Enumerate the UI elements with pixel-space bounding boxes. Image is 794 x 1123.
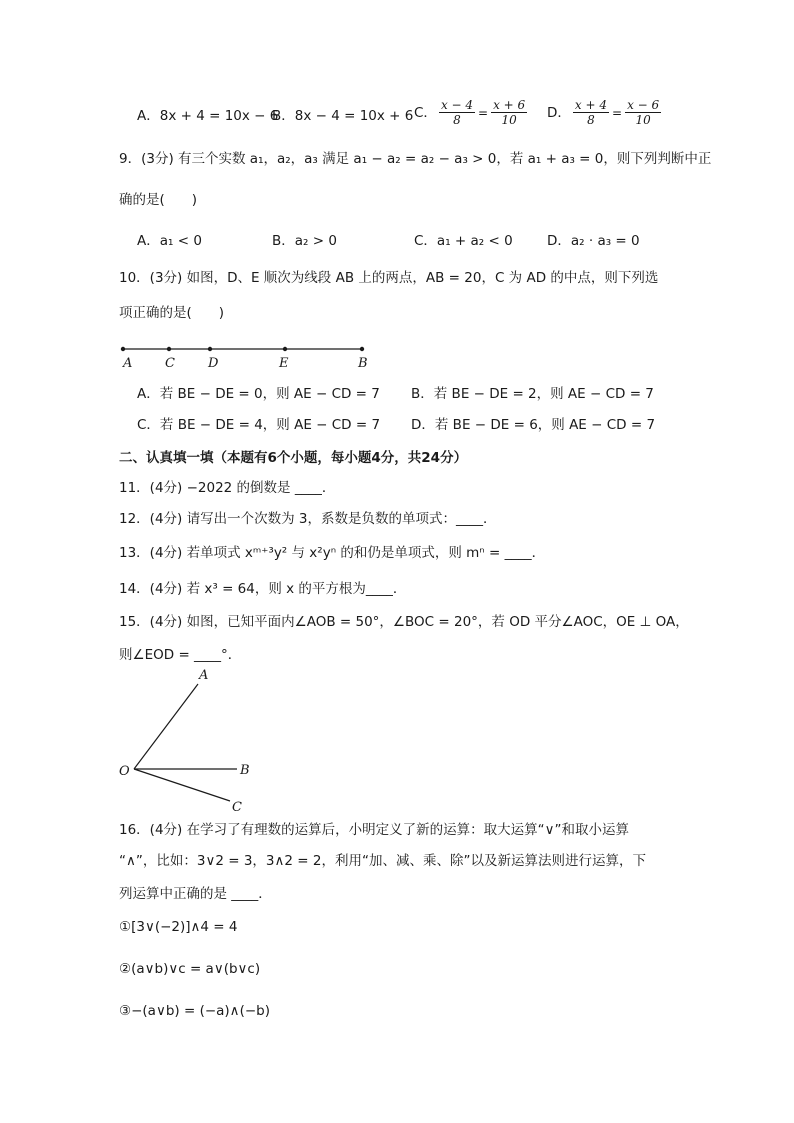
q8-d-den1: 8 — [587, 113, 595, 127]
q10-label-c: C — [165, 356, 175, 371]
q10-stem-line2: 项正确的是( ) — [119, 305, 225, 321]
q8-c-fraction-1 — [439, 98, 475, 127]
q8-option-c — [414, 98, 529, 127]
q10-label-d: D — [208, 356, 219, 371]
q15-label-c: C — [232, 800, 242, 815]
q10-label-b: B — [358, 356, 368, 371]
q10-option-d: D．若 BE − DE = 6，则 AE − CD = 7 — [411, 417, 656, 433]
q10-segment-figure — [112, 340, 382, 372]
q9-option-d: D．a₂ · a₃ = 0 — [547, 233, 640, 249]
q8-c-den2: 10 — [501, 113, 517, 127]
q10-option-c: C．若 BE − DE = 4，则 AE − CD = 7 — [137, 417, 381, 433]
q14-stem: 14．(4分) 若 x³ = 64，则 x 的平方根为____． — [119, 581, 407, 597]
q16-statement-2: ②(a∨b)∨c = a∨(b∨c) — [119, 961, 261, 977]
q15-ray-oa — [134, 684, 198, 769]
q8-d-prefix: D． — [547, 104, 571, 121]
q8-option-d — [547, 98, 663, 127]
q16-stem-line3: 列运算中正确的是 ____． — [119, 886, 272, 902]
q8-option-b: B．8x − 4 = 10x + 6 — [272, 108, 414, 124]
q10-point-b — [360, 347, 364, 351]
q8-d-fraction-2 — [625, 98, 661, 127]
q8-c-fraction-2 — [491, 98, 527, 127]
q15-label-a: A — [199, 668, 209, 683]
q8-d-equals: = — [612, 105, 623, 120]
q15-label-o: O — [119, 764, 130, 779]
q8-c-num1: x − 4 — [440, 98, 474, 112]
q9-option-c: C．a₁ + a₂ < 0 — [414, 233, 513, 249]
q12-stem: 12．(4分) 请写出一个次数为 3，系数是负数的单项式：____． — [119, 511, 497, 527]
q10-point-e — [283, 347, 287, 351]
q15-ray-oc — [134, 769, 230, 801]
q9-stem-line1: 9．(3分) 有三个实数 a₁，a₂，a₃ 满足 a₁ − a₂ = a₂ − a₃ > 0，若 a₁ + a₃ = 0，则下列判断中正 — [119, 151, 712, 167]
q8-d-fraction-1 — [573, 98, 609, 127]
q16-statement-3: ③−(a∨b) = (−a)∧(−b) — [119, 1003, 270, 1019]
q8-d-num2: x − 6 — [627, 98, 660, 112]
q10-label-a: A — [123, 356, 133, 371]
q15-stem-line2: 则∠EOD = ____°． — [119, 647, 242, 663]
q8-c-prefix: C． — [414, 104, 437, 121]
section-2-heading: 二、认真填一填（本题有6个小题，每小题4分，共24分） — [119, 450, 468, 466]
q9-option-b: B．a₂ > 0 — [272, 233, 337, 249]
q16-stem-line1: 16．(4分) 在学习了有理数的运算后，小明定义了新的运算：取大运算“∨”和取小运算 — [119, 822, 629, 838]
q10-point-c — [167, 347, 171, 351]
q8-c-den1: 8 — [453, 113, 461, 127]
q10-label-e: E — [279, 356, 289, 371]
q10-stem-line1: 10．(3分) 如图，D、E 顺次为线段 AB 上的两点，AB = 20，C 为 AD 的中点，则下列选 — [119, 270, 659, 286]
q8-c-num2: x + 6 — [493, 98, 526, 112]
q8-d-num1: x + 4 — [574, 98, 607, 112]
q15-label-b: B — [240, 763, 250, 778]
q16-statement-1: ①[3∨(−2)]∧4 = 4 — [119, 919, 238, 935]
q8-option-a: A．8x + 4 = 10x − 6 — [137, 108, 279, 124]
q8-d-den2: 10 — [635, 113, 651, 127]
q11-stem: 11．(4分) −2022 的倒数是 ____． — [119, 480, 336, 496]
q9-option-a: A．a₁ < 0 — [137, 233, 202, 249]
q10-option-b: B．若 BE − DE = 2，则 AE − CD = 7 — [411, 386, 654, 402]
q16-stem-line2: “∧”，比如：3∨2 = 3，3∧2 = 2，利用“加、减、乘、除”以及新运算法则进行运算，下 — [119, 853, 646, 869]
q10-point-d — [208, 347, 212, 351]
q10-option-a: A．若 BE − DE = 0，则 AE − CD = 7 — [137, 386, 380, 402]
q15-stem-line1: 15．(4分) 如图，已知平面内∠AOB = 50°，∠BOC = 20°，若 OD 平分∠AOC，OE ⊥ OA， — [119, 614, 689, 630]
q8-c-equals: = — [478, 105, 489, 120]
q9-stem-line2: 确的是( ) — [119, 192, 198, 208]
q13-stem: 13．(4分) 若单项式 xᵐ⁺³y² 与 x²yⁿ 的和仍是单项式，则 mⁿ = ____． — [119, 545, 546, 561]
q15-angle-figure — [112, 665, 272, 817]
q10-point-a — [121, 347, 125, 351]
